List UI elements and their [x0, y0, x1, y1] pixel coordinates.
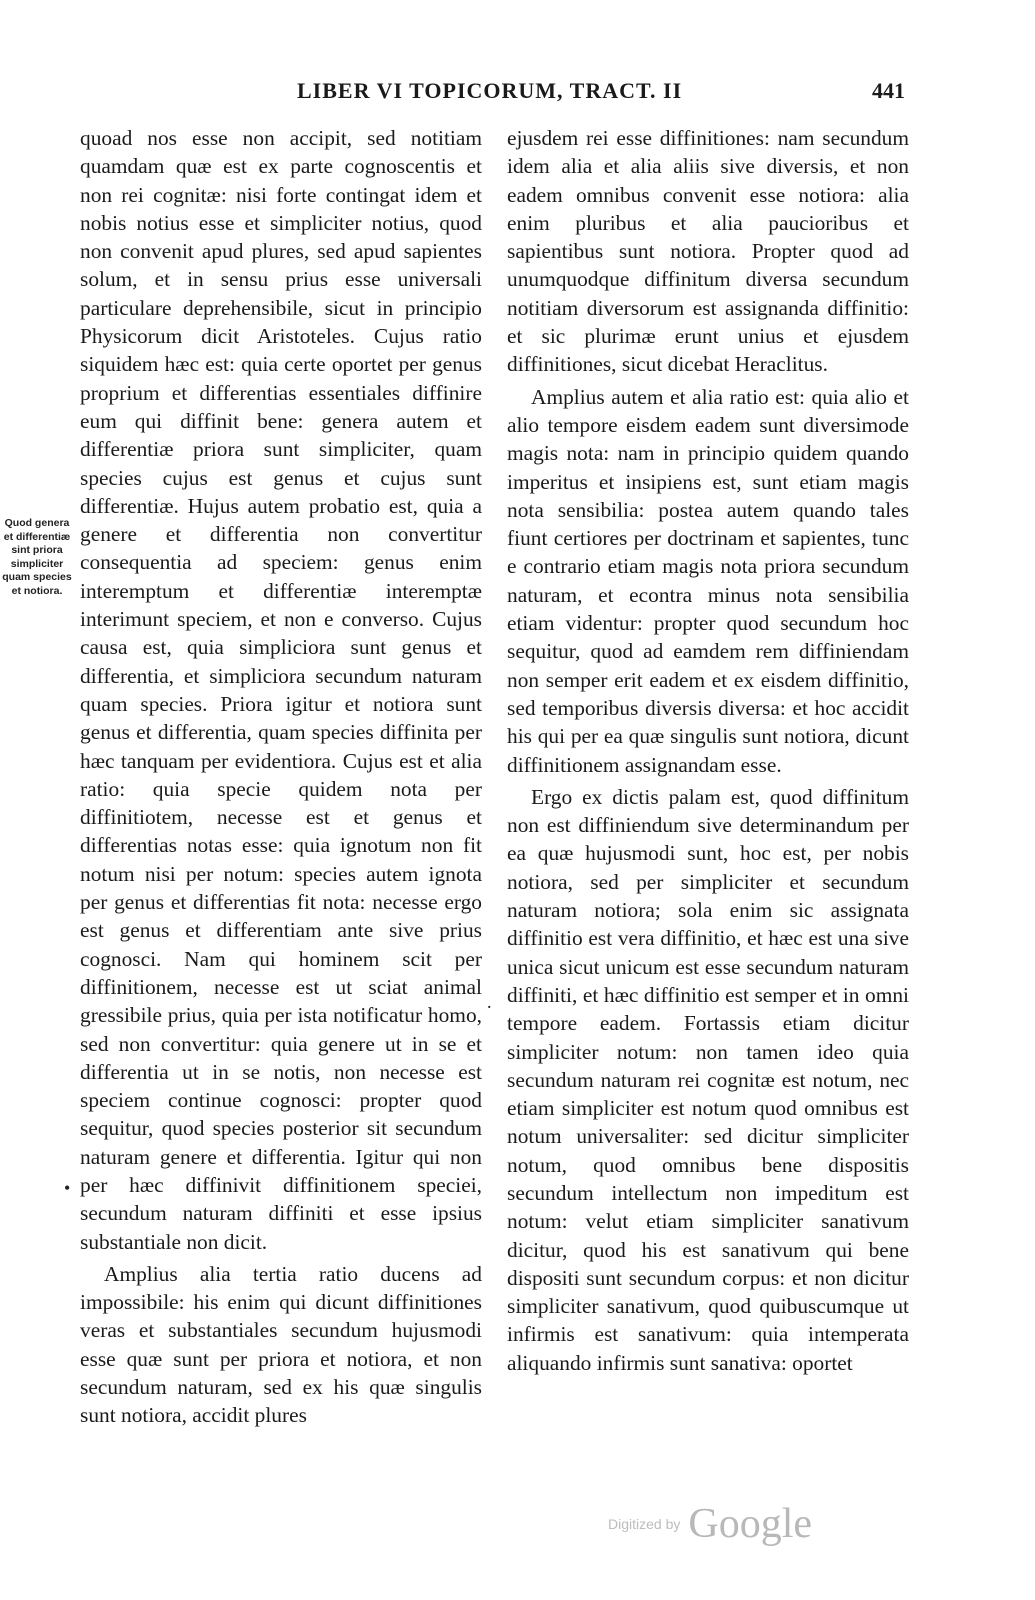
page-number: 441: [872, 78, 905, 103]
paragraph: Amplius alia tertia ratio ducens ad impossibile: his enim qui dicunt diffinitiones veras et substantiales secundum hujusmodi esse quæ sunt per priora et notiora, et non secundum naturam, sed ex his quæ singulis sunt notiora, accidit plures: [80, 1261, 482, 1428]
paragraph: Amplius autem et alia ratio est: quia alio et alio tempore eisdem eadem sunt diversimode magis nota: nam in principio quidem quando imperitus et insipiens est, sunt etiam magis nota sensibilia: postea autem quando tales fiunt certiores per doctrinam et sapientes, tunc e contrario etiam magis nota priora secundum naturam, et econtra minus nota sensibilia etiam videntur: propter quod secundum hoc sequitur, quod ad eamdem rem diffiniendam non semper erit eadem et ex eisdem diffinitio, sed temporibus diversis diversa: et hoc accidit his qui per ea quæ singulis sunt notiora, dicunt diffinitionem assignandam esse.: [507, 384, 909, 777]
digitized-label: Digitized by: [608, 1516, 681, 1532]
paragraph: quoad nos esse non accipit, sed notitiam quamdam quæ est ex parte cognoscentis et non rei cognitæ: nisi forte contingat idem et nobis notius esse et simpliciter notius, quod non convenit apud plures, sed apud sapientes solum, et in sensu prius esse universali particulare deprehensibile, sicut in principio Physicorum dicit Aristoteles. Cujus ratio siquidem hæc est: quia certe oportet per genus proprium et differentias essentiales diffinire eum qui diffinit bene: genera autem et differentiæ priora sunt simpliciter, quam species cujus est genus et cujus sunt differentiæ. Hujus autem probatio est, quia a genere et differentia non convertitur consequentia ad speciem: genus enim interemptum et differentiæ interemptæ interimunt speciem, et non e converso. Cujus causa est, quia simpliciora sunt genus et differentia, et simpliciora secundum naturam quam species. Priora igitur et notiora sunt genus et differentia, quam species diffinita per hæc tanquam per evidentiora. Cujus est et alia ratio: quia specie quidem nota per diffinitiotem, necesse est et genus et differentias notas esse: quia ignotum non fit notum nisi per notum: species autem ignota per genus et differentias fit nota: necesse ergo est genus et differentiam ante sive prius cognosci. Nam qui hominem scit per diffinitionem, necesse est ut sciat animal gressibile prius, quia per ista notificatur homo, sed non convertitur: quia genere ut in se et differentia ut in se notis, non necesse est speciem continue cognosci: propter quod sequitur, quod species posterior sit secundum naturam genere et differentia. Igitur qui non per hæc diffinivit diffinitionem speciei, secundum naturam diffiniti et esse ipsius substantiale non dicit.: [80, 126, 482, 1254]
stray-mark: •: [64, 1178, 71, 1198]
running-head: LIBER VI TOPICORUM, TRACT. II: [297, 78, 683, 103]
paragraph: ejusdem rei esse diffinitiones: nam secundum idem alia et alia aliis sive diversis, et non eadem omnibus convenit esse notiora: alia enim pluribus et alia paucioribus et sapientibus sunt notiora. Propter quod ad unumquodque diffinitum diversa secundum notitiam diversorum est assignanda diffinitio: et sic plurimæ erunt unius et ejusdem diffinitiones, sicut dicebat Heraclitus.: [507, 126, 909, 377]
digitization-watermark: [608, 1500, 812, 1550]
right-column: [507, 124, 909, 1377]
left-column: [80, 124, 482, 1430]
page-header: [0, 78, 1035, 118]
stray-mark: .: [487, 992, 492, 1012]
margin-note: Quod genera et differentiæ sint priora simpliciter quam species et notiora.: [2, 517, 72, 597]
google-logo: Google: [688, 1501, 813, 1547]
paragraph: Ergo ex dictis palam est, quod diffinitum non est diffiniendum sive determinandum per ea quæ hujusmodi sunt, hoc est, per nobis notiora, sed per simpliciter et secundum naturam notiora; sola enim sic assignata diffinitio est vera diffinitio, et hæc est una sive unica sicut unicum est esse secundum naturam diffiniti, et hæc diffinitio est semper et in omni tempore eadem. Fortassis etiam dicitur simpliciter notum: non tamen ideo quia secundum naturam rei cognitæ est notum, nec etiam simpliciter est notum quod omnibus est notum universaliter: sed dicitur simpliciter notum, quod omnibus bene dispositis secundum intellectum non impeditum est notum: velut etiam simpliciter sanativum dicitur, quod his est sanativum qui bene dispositi sunt secundum corpus: et non dicitur simpliciter sanativum, quod quibuscumque ut infirmis est sanativum: quia intemperata aliquando infirmis sunt sanativa: oportet: [507, 784, 909, 1375]
